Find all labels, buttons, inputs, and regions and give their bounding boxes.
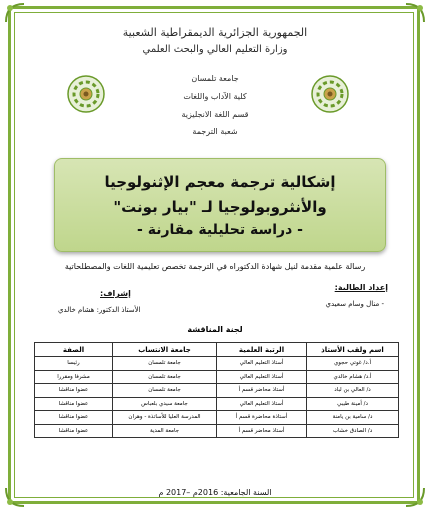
corner-ornament-icon (404, 2, 426, 24)
table-cell: مشرفا ومقررا (35, 370, 113, 384)
table-header-row (35, 343, 399, 357)
university-name: جامعة تلمسان (191, 74, 239, 83)
table-cell: أستاذة محاضرة قسم أ (217, 411, 307, 425)
table-cell: عضوا مناقشا (35, 397, 113, 411)
table-cell: أستاذ التعليم العالي (217, 357, 307, 371)
committee-title: لجنة المناقشة (187, 325, 243, 334)
committee-table (34, 342, 399, 438)
table-cell: أستاذ التعليم العالي (217, 370, 307, 384)
university-emblem-left-icon (66, 74, 106, 114)
thesis-title-line-2: والأنثروبولوجيا لـ "بيار بونت" (113, 198, 327, 216)
table-cell: عضوا مناقشا (35, 424, 113, 438)
table-cell: د/ سامية بن يامنة (307, 411, 399, 425)
table-cell: جامعة تلمسان (113, 357, 217, 371)
table-row (35, 424, 399, 438)
table-cell: جامعة تلمسان (113, 384, 217, 398)
thesis-subtitle: رسالة علمية مقدمة لنيل شهادة الدكتوراه في الترجمة تخصص تعليمية اللغات والمصطلحاتية (64, 262, 366, 271)
table-row (35, 370, 399, 384)
republic-name: الجمهورية الجزائرية الديمقراطية الشعبية (122, 26, 308, 39)
faculty-name: كلية الآداب واللغات (183, 92, 247, 101)
column-header: اسم ولقب الأستاذ (307, 343, 399, 357)
university-emblem-right-icon (310, 74, 350, 114)
table-cell: جامعة سيدي بلعباس (113, 397, 217, 411)
table-cell: المدرسة العليا للأساتذة - وهران (113, 411, 217, 425)
corner-ornament-icon (4, 2, 26, 24)
ministry-name: وزارة التعليم العالي والبحث العلمي (142, 44, 288, 55)
student-name: - منال وسام سعيدي (325, 300, 384, 308)
academic-year: السنة الجامعية: 2016م –2017 م (158, 488, 272, 497)
table-row (35, 411, 399, 425)
table-row (35, 397, 399, 411)
supervisor-label: إشراف: (100, 289, 131, 298)
table-cell: أستاذ محاضر قسم أ (217, 384, 307, 398)
table-cell: جامعة تلمسان (113, 370, 217, 384)
table-cell: أستاذ محاضر قسم أ (217, 424, 307, 438)
table-cell: أ.د/ غوتي حجوي (307, 357, 399, 371)
table-cell: د/ أمينة طيبي (307, 397, 399, 411)
supervisor-name: الأستاذ الدكتور: هشام خالدي (58, 306, 141, 314)
table-cell: عضوا مناقشا (35, 384, 113, 398)
table-cell: د/ العالي بن لباد (307, 384, 399, 398)
table-cell: رئيسا (35, 357, 113, 371)
thesis-title-line-1: إشكالية ترجمة معجم الإثنولوجيا (104, 173, 336, 191)
table-cell: أ.د/ هشام خالدي (307, 370, 399, 384)
column-header: جامعة الانتساب (113, 343, 217, 357)
prepared-by-label: إعداد الطالبة: (334, 283, 388, 292)
table-row (35, 357, 399, 371)
table-cell: د/ الصادق خشاب (307, 424, 399, 438)
column-header: الصفة (35, 343, 113, 357)
table-cell: أستاذ التعليم العالي (217, 397, 307, 411)
column-header: الرتبة العلمية (217, 343, 307, 357)
thesis-title-line-3: - دراسة تحليلية مقارنة - (137, 222, 303, 238)
table-row (35, 384, 399, 398)
table-cell: جامعة المدية (113, 424, 217, 438)
thesis-title-box (54, 158, 386, 252)
department-name: قسم اللغة الانجليزية (181, 110, 249, 119)
section-name: شعبة الترجمة (192, 127, 238, 136)
table-cell: عضوا مناقشا (35, 411, 113, 425)
